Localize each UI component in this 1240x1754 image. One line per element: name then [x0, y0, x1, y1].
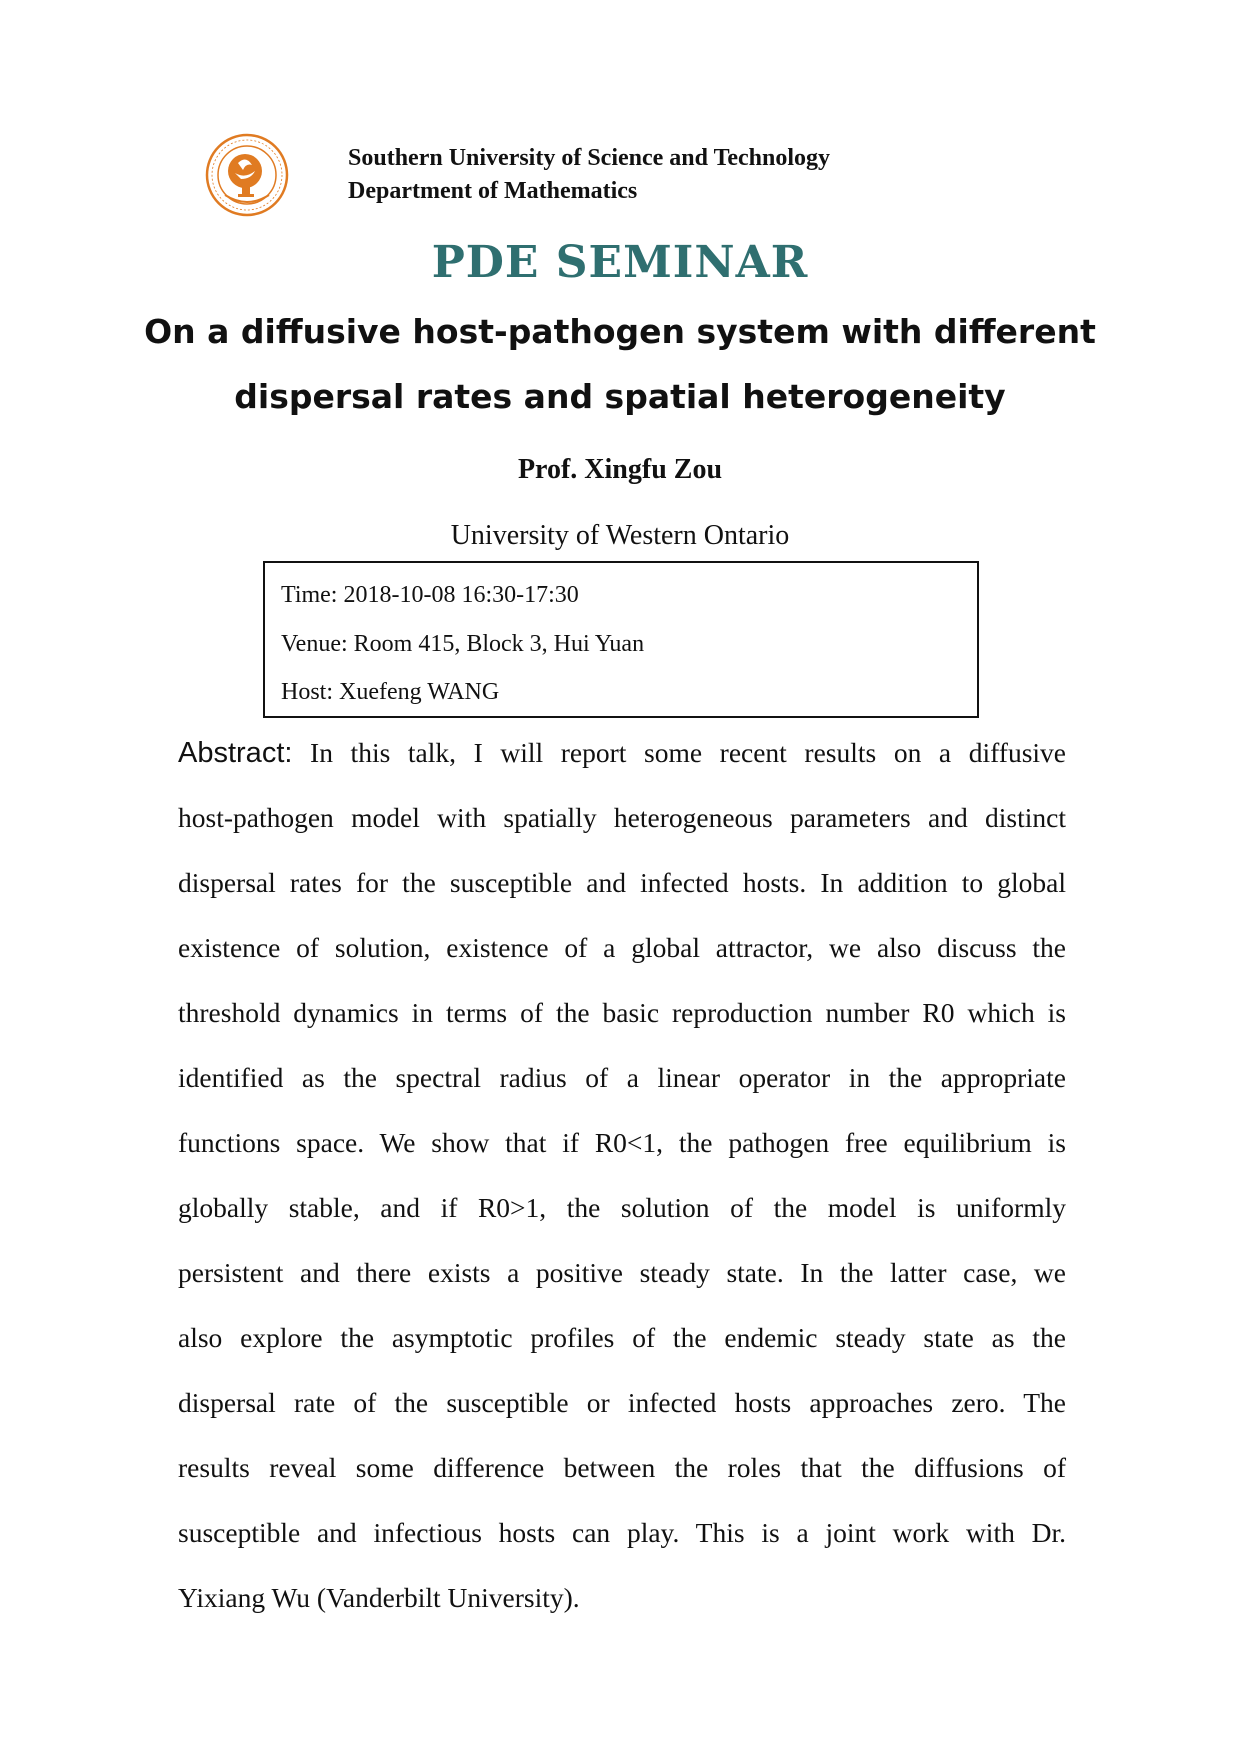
- abstract-line: Yixiang Wu (Vanderbilt University).: [178, 1582, 580, 1613]
- details-box: [263, 561, 979, 718]
- abstract-line: results reveal some difference between the roles that the diffusions of: [178, 1452, 1066, 1483]
- venue-text: Venue: Room 415, Block 3, Hui Yuan: [281, 631, 645, 657]
- abstract-line: [178, 733, 1066, 773]
- abstract-label: Abstract:: [178, 737, 293, 769]
- abstract-line: dispersal rates for the susceptible and infected hosts. In addition to global: [178, 867, 1066, 898]
- abstract-line: susceptible and infectious hosts can play. This is a joint work with Dr.: [178, 1517, 1066, 1548]
- department-name: Department of Mathematics: [348, 178, 638, 204]
- host-text: Host: Xuefeng WANG: [281, 679, 500, 705]
- abstract-line: threshold dynamics in terms of the basic reproduction number R0 which is: [178, 997, 1066, 1028]
- abstract-line: host-pathogen model with spatially heterogeneous parameters and distinct: [178, 802, 1066, 833]
- seminar-title: PDE SEMINAR: [431, 237, 809, 288]
- abstract-line: also explore the asymptotic profiles of the endemic steady state as the: [178, 1322, 1066, 1353]
- abstract-line: existence of solution, existence of a global attractor, we also discuss the: [178, 932, 1066, 963]
- abstract-line: globally stable, and if R0>1, the solution of the model is uniformly: [178, 1192, 1066, 1223]
- talk-title-line: dispersal rates and spatial heterogeneity: [234, 377, 1006, 416]
- university-seal-icon: [205, 133, 289, 217]
- abstract-text: In this talk, I will report some recent results on a diffusive: [292, 737, 1066, 768]
- abstract-line: identified as the spectral radius of a linear operator in the appropriate: [178, 1062, 1066, 1093]
- abstract-line: dispersal rate of the susceptible or infected hosts approaches zero. The: [178, 1387, 1066, 1418]
- speaker-affiliation: University of Western Ontario: [450, 520, 790, 551]
- university-name: Southern University of Science and Technology: [348, 145, 831, 171]
- abstract-line: functions space. We show that if R0<1, the pathogen free equilibrium is: [178, 1127, 1066, 1158]
- time-text: Time: 2018-10-08 16:30-17:30: [281, 582, 579, 608]
- speaker-name: Prof. Xingfu Zou: [517, 454, 723, 485]
- talk-title-line: On a diffusive host-pathogen system with different: [144, 312, 1096, 351]
- abstract-line: persistent and there exists a positive steady state. In the latter case, we: [178, 1257, 1066, 1288]
